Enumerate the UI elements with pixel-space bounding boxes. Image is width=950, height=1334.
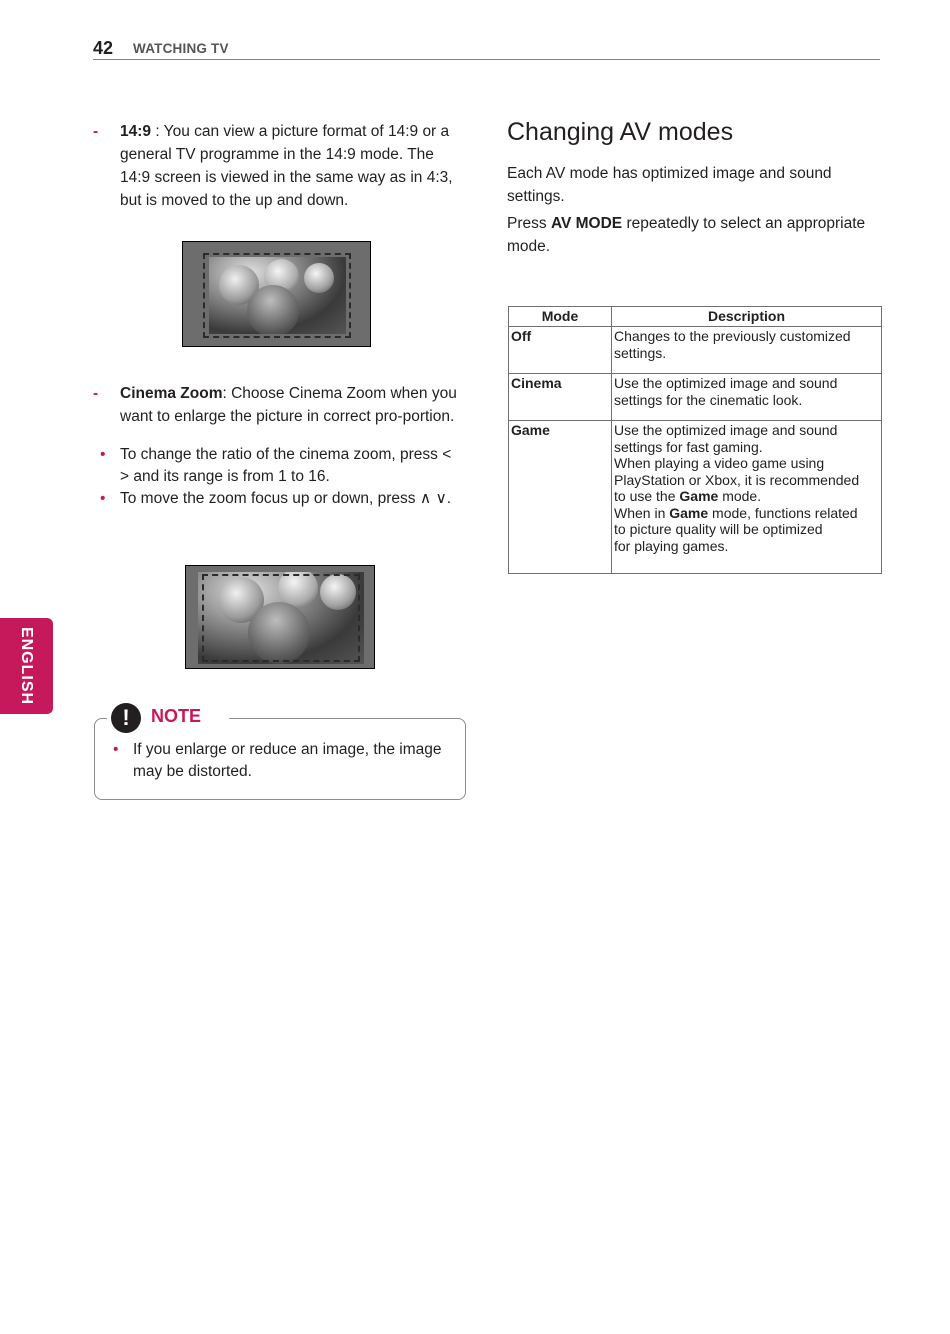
text-run: mode, functions related (708, 504, 858, 521)
text-run: to use the (614, 488, 680, 504)
av-mode-key: AV MODE (550, 215, 623, 232)
description-line: settings for fast gaming. (614, 438, 763, 455)
description-line: Changes to the previously customized (614, 328, 851, 344)
note-bullet (113, 739, 453, 783)
term-cinema-zoom: Cinema Zoom (120, 385, 223, 402)
text-run-bold: Game (679, 488, 719, 504)
note-text: If you enlarge or reduce an image, the image may be distorted. (133, 741, 442, 780)
zoom-frame (202, 574, 360, 662)
text-run: When in (614, 504, 670, 521)
bullet-text: To change the ratio of the cinema zoom, press < > and its range is from 1 to 16. (120, 446, 452, 485)
description-line: to picture quality will be optimized (614, 521, 823, 537)
intro-post: repeatedly to select an appropriate mode. (507, 215, 866, 255)
description-line: PlayStation or Xbox, it is recommended (614, 471, 860, 488)
desc-14-9: : You can view a picture format of 14:9 or a general TV programme in the 14:9 mode. The 14:9 screen is viewed in the same way as in 4:3, but is moved to the up and down. (120, 123, 453, 209)
note-label: NOTE (151, 706, 202, 726)
description-cell (612, 374, 882, 421)
description-line: Use the optimized image and sound (614, 422, 838, 438)
zoom-frame (203, 253, 351, 338)
description-cell (612, 421, 882, 574)
bullet-dot: • (100, 446, 106, 463)
bullet-item (100, 444, 460, 488)
intro-paragraph (507, 212, 877, 258)
table-header-row (509, 307, 882, 327)
language-tab (0, 618, 53, 714)
dash-marker: - (93, 123, 99, 140)
screen-illustration-14-9 (182, 241, 371, 347)
description-line (614, 488, 879, 505)
text-run-bold: Game (669, 504, 709, 521)
description-line: settings for the cinematic look. (614, 391, 803, 408)
description-line: for playing games. (614, 537, 729, 554)
description-cell (612, 327, 882, 374)
mode-cell: Cinema (509, 374, 612, 421)
bullet-item (100, 488, 460, 510)
mode-cell: Off (509, 327, 612, 374)
intro-paragraph: Each AV mode has optimized image and sound settings. (507, 165, 832, 205)
screen-illustration-cinema-zoom (185, 565, 375, 669)
list-item-14-9 (93, 120, 463, 212)
intro-text (507, 162, 877, 258)
section-title: WATCHING TV (133, 41, 229, 56)
description-line: Use the optimized image and sound (614, 375, 838, 391)
description-line: settings. (614, 344, 667, 361)
term-14-9: 14:9 (120, 123, 152, 140)
page-number: 42 (93, 38, 114, 58)
text-run: mode. (718, 488, 762, 504)
note-header (107, 703, 229, 733)
table-row (509, 327, 882, 374)
dash-marker: - (93, 385, 99, 402)
exclamation-icon: ! (111, 703, 141, 733)
heading-changing-av-modes: Changing AV modes (507, 118, 734, 146)
table-row (509, 421, 882, 574)
column-header-mode: Mode (509, 307, 612, 327)
bullet-text: To move the zoom focus up or down, press ∧ ∨. (120, 490, 452, 507)
av-modes-table (508, 306, 882, 574)
bullet-dot: • (113, 741, 119, 758)
bullet-dot: • (100, 490, 106, 507)
intro-pre: Press (507, 215, 551, 232)
table-row (509, 374, 882, 421)
language-tab-label: ENGLISH (18, 626, 35, 706)
page-header (93, 36, 880, 60)
note-box (94, 705, 466, 800)
list-item-cinema-zoom (93, 382, 463, 428)
description-line (614, 505, 879, 522)
mode-cell: Game (509, 421, 612, 574)
desc-cinema-zoom: : Choose Cinema Zoom when you want to enlarge the picture in correct pro-portion. (120, 385, 457, 425)
column-header-description: Description (612, 307, 882, 327)
description-line: When playing a video game using (614, 455, 825, 471)
